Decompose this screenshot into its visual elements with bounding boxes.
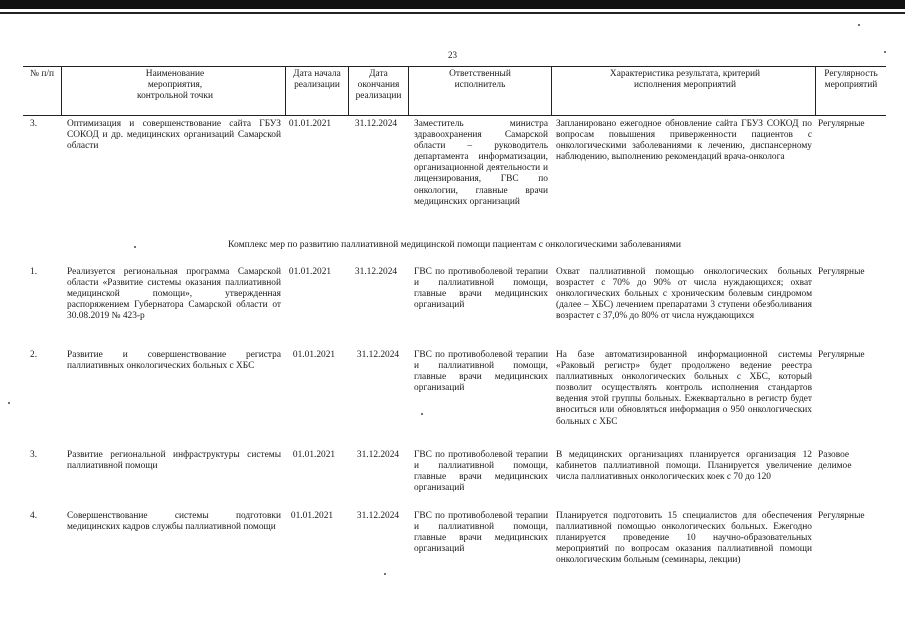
row-start-date: 01.01.2021	[288, 119, 332, 129]
row-result: Планируется подготовить 15 специалистов для обеспечения паллиативной помощью онкологических больных. Ежегодно планируется проведение 10 научно-образовательных мероприятий по вопросам оказания паллиативной помощи онкологическим больным (семинары, лекции)	[556, 511, 812, 566]
row-regularity: Регулярные	[818, 511, 865, 521]
row-result: Запланировано ежегодное обновление сайта ГБУЗ СОКОД по вопросам повышения приверженности пациентов с онкологическими заболеваниями к лечению, диспансерному наблюдению, выполнению рекомендаций врача-онколога	[556, 119, 812, 163]
row-num: 2.	[30, 350, 38, 360]
row-result: На базе автоматизированной информационной системы «Раковый регистр» будет продолжено ведение реестра паллиативных онкологических больных с ХБС, который позволит осуществлять контроль исполнения стандартов ведения этой группы больных. Ежеквартально в регистр будет вноситься или обновляться информация о 950 онкологических больных с ХБС	[556, 350, 812, 427]
row-name: Развитие и совершенствование регистра паллиативных онкологических больных с ХБС	[67, 350, 281, 372]
scan-speck	[421, 413, 423, 415]
row-name: Реализуется региональная программа Самарской области «Развитие системы оказания паллиативной медицинской помощи», утвержденная распоряжением Губернатора Самарской области от 30.08.2019 № 423-р	[67, 267, 281, 322]
section-title: Комплекс мер по развитию паллиативной медицинской помощи пациентам с онкологическими заболеваниями	[228, 239, 681, 250]
row-num: 1.	[30, 267, 38, 277]
row-num: 3.	[30, 119, 38, 129]
header-regularity: Регулярность мероприятий	[824, 69, 878, 91]
column-divider	[551, 66, 552, 115]
row-start-date: 01.01.2021	[292, 350, 336, 360]
row-name: Оптимизация и совершенствование сайта ГБУЗ СОКОД и др. медицинских организаций Самарской области	[67, 119, 281, 152]
column-divider	[61, 66, 62, 115]
page-number: 23	[448, 50, 457, 60]
row-responsible: ГВС по противоболевой терапии и паллиативной помощи, главные врачи медицинских организаций	[414, 350, 548, 394]
scan-speck	[384, 573, 386, 575]
row-responsible: ГВС по противоболевой терапии и паллиативной помощи, главные врачи медицинских организаций	[414, 511, 548, 555]
row-result: В медицинских организациях планируется организация 12 кабинетов паллиативной помощи. Планируется увеличение числа паллиативных онкологических коек с 70 до 120	[556, 450, 812, 483]
row-start-date: 01.01.2021	[288, 267, 332, 277]
row-responsible: ГВС по противоболевой терапии и паллиативной помощи, главные врачи медицинских организаций	[414, 267, 548, 311]
row-start-date: 01.01.2021	[292, 450, 336, 460]
row-end-date: 31.12.2024	[354, 267, 398, 277]
header-num: № п/п	[30, 69, 54, 79]
row-end-date: 31.12.2024	[356, 450, 400, 460]
row-regularity: Регулярные	[818, 119, 865, 129]
row-responsible: ГВС по противоболевой терапии и паллиативной помощи, главные врачи медицинских организаций	[414, 450, 548, 494]
header-start-date: Дата начала реализации	[293, 69, 341, 91]
row-name: Развитие региональной инфраструктуры системы паллиативной помощи	[67, 450, 281, 472]
row-end-date: 31.12.2024	[356, 511, 400, 521]
row-num: 4.	[30, 511, 38, 521]
header-end-date: Дата окончания реализации	[355, 69, 402, 102]
scan-speck	[8, 402, 10, 404]
row-num: 3.	[30, 450, 38, 460]
row-end-date: 31.12.2024	[354, 119, 398, 129]
row-regularity: Регулярные	[818, 267, 865, 277]
row-regularity: Разовое делимое	[818, 450, 852, 472]
row-regularity: Регулярные	[818, 350, 865, 360]
scan-top-line	[0, 12, 905, 14]
row-name: Совершенствование системы подготовки медицинских кадров службы паллиативной помощи	[67, 511, 281, 533]
row-start-date: 01.01.2021	[290, 511, 334, 521]
row-result: Охват паллиативной помощью онкологических больных возрастет с 70% до 90% от числа нуждающихся; охват онкологических больных с хроническим болевым синдромом (далее – ХБС) лечением препаратами 3 ступени обезболивания возрастет с 37,0% до 80% от числа нуждающихся	[556, 267, 812, 322]
header-result: Характеристика результата, критерий исполнения мероприятий	[609, 69, 761, 91]
row-responsible: Заместитель министра здравоохранения Самарской области – руководитель департамента информатизации, организационной деятельности и лицензирования, ГВС по онкологии, главные врачи медицинских организаций	[414, 119, 548, 207]
header-responsible: Ответственный исполнитель	[449, 69, 511, 91]
header-name: Наименование мероприятия, контрольной точки	[137, 69, 213, 102]
scan-top-border	[0, 0, 905, 9]
column-divider	[408, 66, 409, 115]
row-end-date: 31.12.2024	[356, 350, 400, 360]
scan-speck	[858, 24, 860, 26]
